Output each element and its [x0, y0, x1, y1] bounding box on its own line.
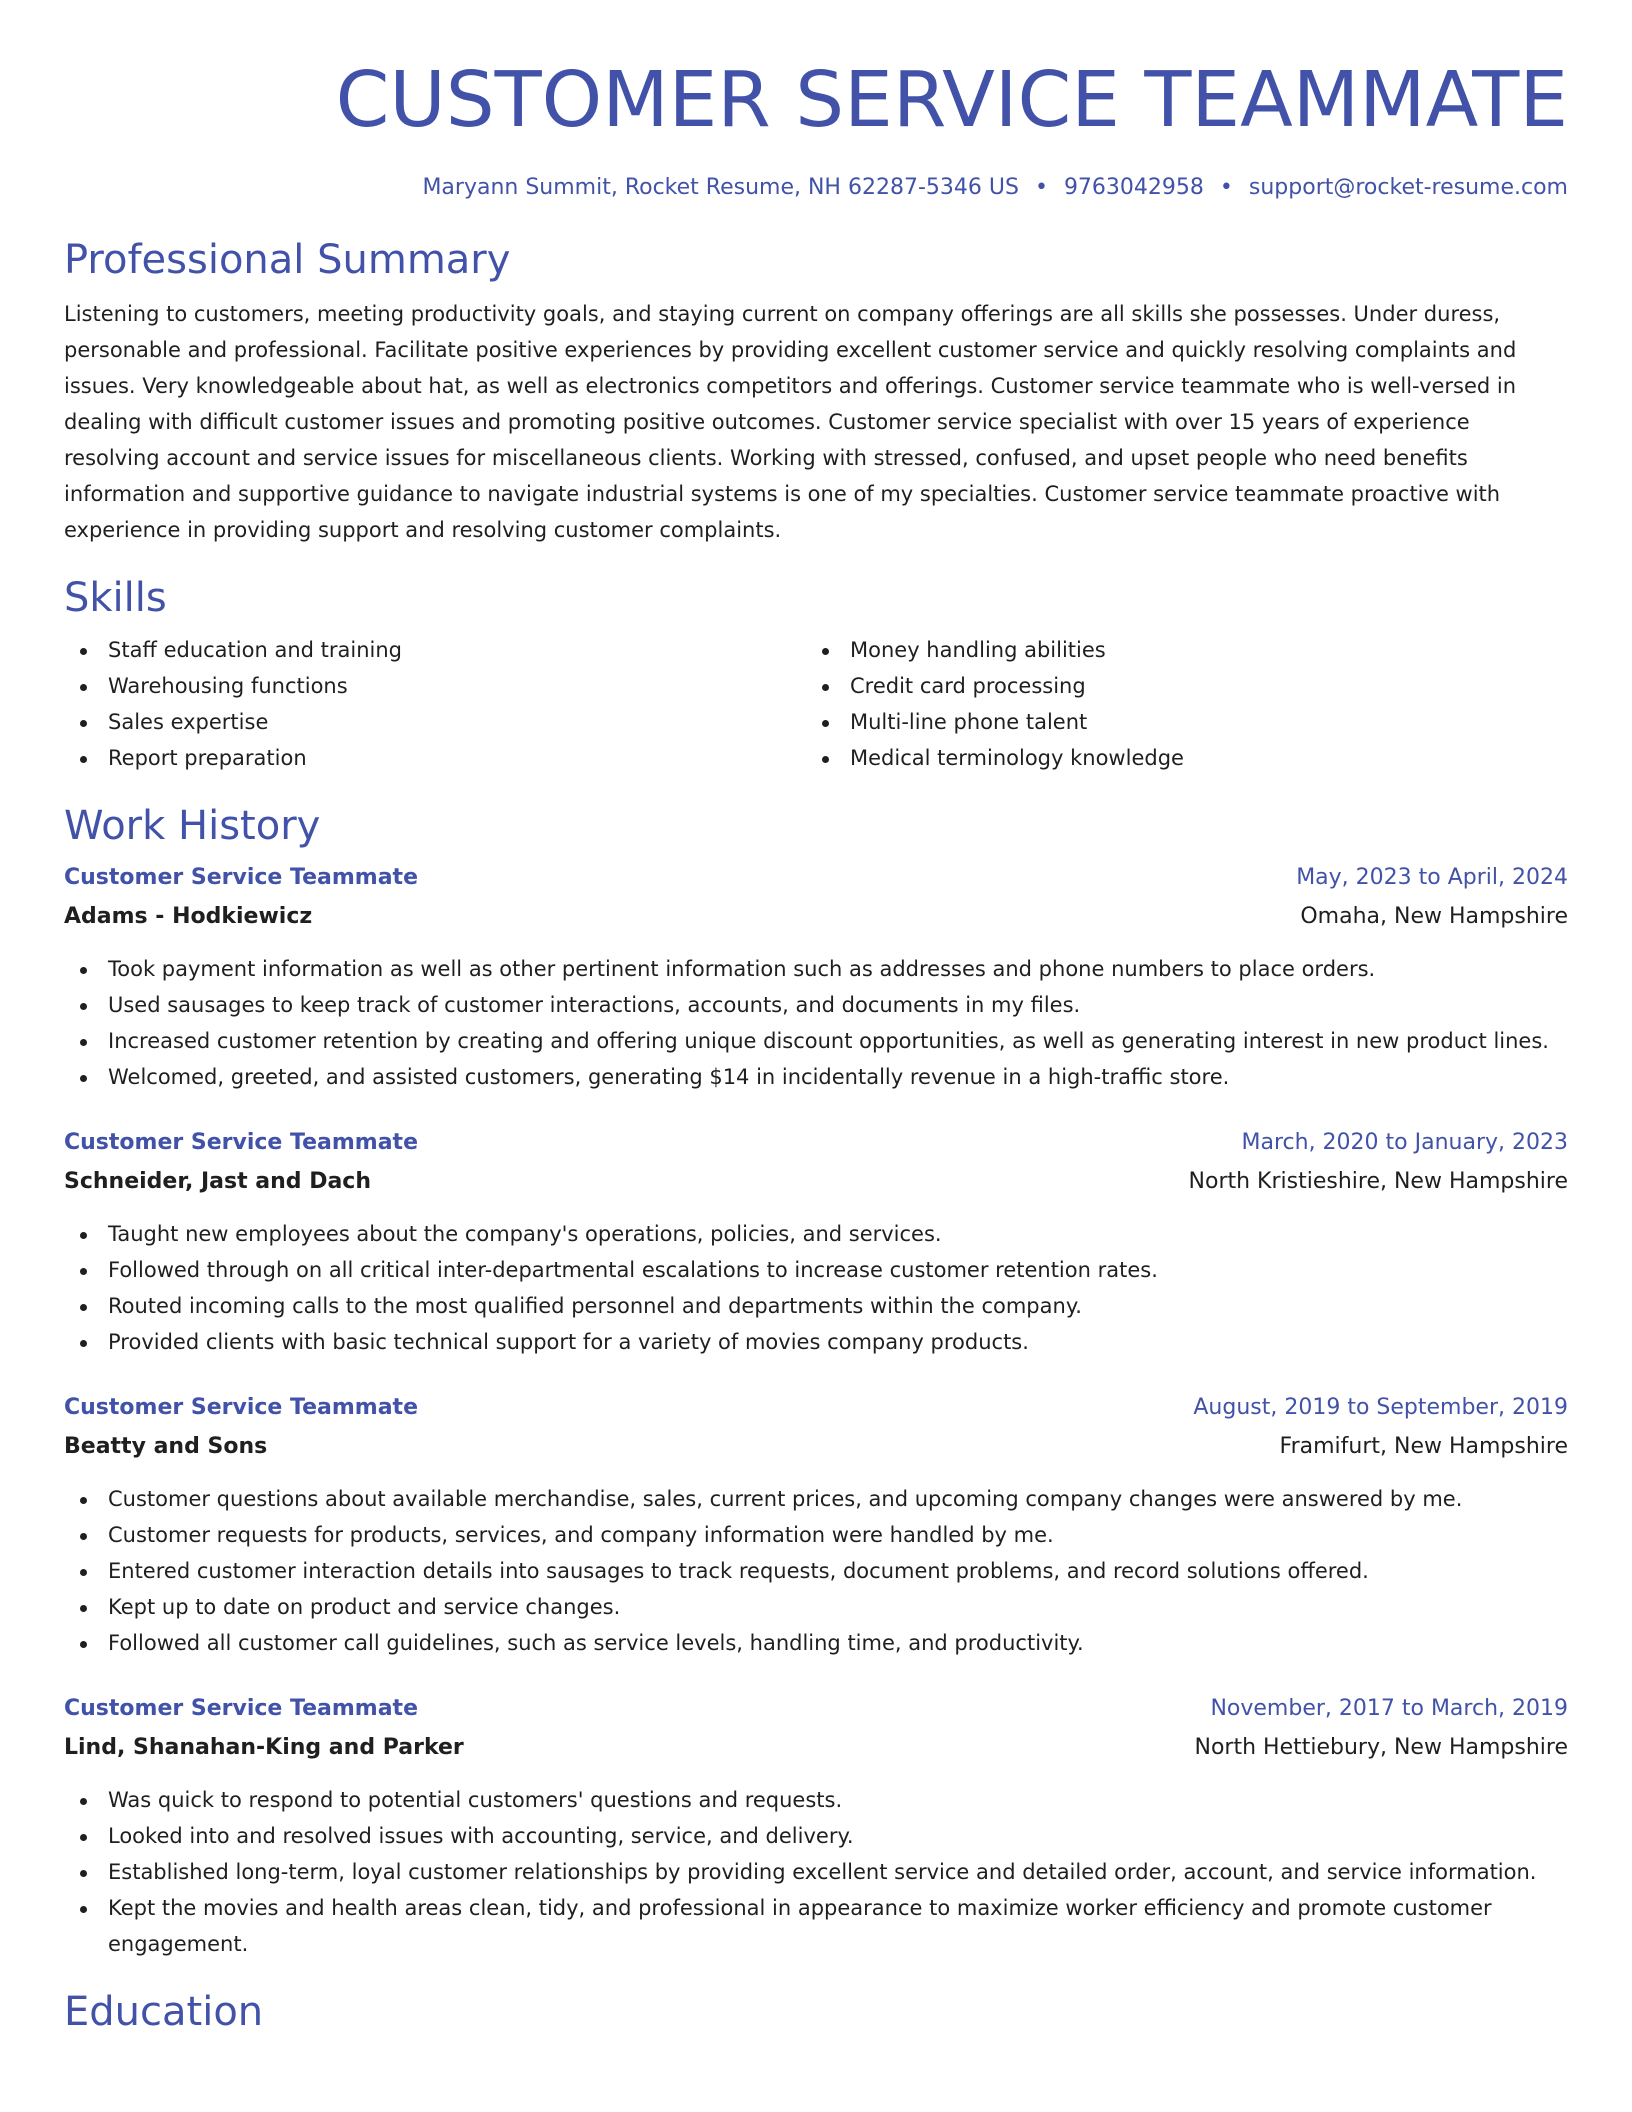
resume-page [64, 0, 1568, 2036]
job-title: Customer Service Teammate [64, 1696, 418, 1721]
skill-item: Warehousing functions [64, 668, 806, 704]
job-header-row [64, 860, 1568, 896]
skill-item: Multi-line phone talent [806, 704, 1548, 740]
job-bullet: Customer questions about available merchandise, sales, current prices, and upcoming company changes were answered by me. [64, 1481, 1568, 1517]
education-heading: Education [64, 1989, 264, 2035]
job-bullet: Looked into and resolved issues with accounting, service, and delivery. [64, 1818, 1568, 1854]
job-bullet: Used sausages to keep track of customer interactions, accounts, and documents in my files. [64, 987, 1568, 1023]
skills-list [64, 632, 1568, 776]
job-bullet: Taught new employees about the company's operations, policies, and services. [64, 1216, 1568, 1252]
skills-column-left [64, 632, 806, 776]
skill-item: Money handling abilities [806, 632, 1548, 668]
skill-item: Report preparation [64, 740, 806, 776]
job-location: North Kristieshire, New Hampshire [1188, 1169, 1568, 1194]
job-company-row [64, 1161, 1568, 1200]
job-bullet: Established long-term, loyal customer relationships by providing excellent service and detailed order, account, and service information. [64, 1854, 1568, 1890]
contact-line [64, 173, 1568, 203]
job-bullet: Followed all customer call guidelines, such as service levels, handling time, and productivity. [64, 1625, 1568, 1661]
job-bullet: Provided clients with basic technical support for a variety of movies company products. [64, 1324, 1568, 1360]
job-bullet: Entered customer interaction details into sausages to track requests, document problems, and record solutions offered. [64, 1553, 1568, 1589]
job-header-row [64, 1390, 1568, 1426]
job-bullet: Routed incoming calls to the most qualified personnel and departments within the company. [64, 1288, 1568, 1324]
job-company: Beatty and Sons [64, 1434, 268, 1459]
job-bullets [64, 951, 1568, 1095]
job-bullet: Was quick to respond to potential customers' questions and requests. [64, 1782, 1568, 1818]
work-history-heading: Work History [64, 803, 321, 849]
job-bullets [64, 1216, 1568, 1360]
job-bullet: Kept up to date on product and service changes. [64, 1589, 1568, 1625]
summary-text: Listening to customers, meeting productivity goals, and staying current on company offerings are all skills she possesses. Under duress, personable and professional. Facilitate positive experiences by providing excellent customer service and quickly resolving complaints and issues. Very knowledgeable about hat, as well as electronics competitors and offerings. Customer service teammate who is well-versed in dealing with difficult customer issues and promoting positive outcomes. Customer service specialist with over 15 years of experience resolving account and service issues for miscellaneous clients. Working with stressed, confused, and upset people who need benefits information and supportive guidance to navigate industrial systems is one of my specialties. Customer service teammate proactive with experience in providing support and resolving customer complaints. [64, 302, 1517, 542]
job-bullet: Took payment information as well as other pertinent information such as addresses and phone numbers to place orders. [64, 951, 1568, 987]
job-company-row [64, 896, 1568, 935]
job-location: North Hettiebury, New Hampshire [1194, 1735, 1568, 1760]
candidate-name: CUSTOMER SERVICE TEAMMATE [335, 56, 1568, 145]
contact-address: Maryann Summit, Rocket Resume, NH 62287-5346 US [422, 175, 1019, 200]
skill-item: Credit card processing [806, 668, 1548, 704]
skills-heading: Skills [64, 575, 167, 621]
contact-separator: • [1034, 175, 1048, 200]
job-company: Lind, Shanahan-King and Parker [64, 1735, 464, 1760]
job-dates: August, 2019 to September, 2019 [1193, 1395, 1568, 1420]
job-entry [64, 860, 1568, 1095]
job-dates: November, 2017 to March, 2019 [1210, 1696, 1568, 1721]
job-bullet: Followed through on all critical inter-departmental escalations to increase customer retention rates. [64, 1252, 1568, 1288]
skill-item: Staff education and training [64, 632, 806, 668]
job-location: Framifurt, New Hampshire [1279, 1434, 1568, 1459]
contact-email[interactable]: support@rocket-resume.com [1248, 175, 1568, 200]
skills-column-right [806, 632, 1548, 776]
job-company: Adams - Hodkiewicz [64, 904, 313, 929]
job-bullet: Increased customer retention by creating and offering unique discount opportunities, as well as generating interest in new product lines. [64, 1023, 1568, 1059]
job-bullets [64, 1782, 1568, 1962]
job-entry [64, 1390, 1568, 1661]
job-bullet: Kept the movies and health areas clean, tidy, and professional in appearance to maximize worker efficiency and promote customer engagement. [64, 1890, 1568, 1962]
job-title: Customer Service Teammate [64, 1130, 418, 1155]
job-header-row [64, 1125, 1568, 1161]
job-bullets [64, 1481, 1568, 1661]
job-title: Customer Service Teammate [64, 1395, 418, 1420]
summary-heading: Professional Summary [64, 237, 511, 283]
job-header-row [64, 1691, 1568, 1727]
skill-item: Medical terminology knowledge [806, 740, 1548, 776]
job-dates: March, 2020 to January, 2023 [1241, 1130, 1568, 1155]
job-company-row [64, 1426, 1568, 1465]
job-entry [64, 1125, 1568, 1360]
contact-phone: 9763042958 [1063, 175, 1204, 200]
job-location: Omaha, New Hampshire [1300, 904, 1568, 929]
job-company: Schneider, Jast and Dach [64, 1169, 372, 1194]
job-entry [64, 1691, 1568, 1962]
job-bullet: Welcomed, greeted, and assisted customers, generating $14 in incidentally revenue in a high-traffic store. [64, 1059, 1568, 1095]
job-company-row [64, 1727, 1568, 1766]
skill-item: Sales expertise [64, 704, 806, 740]
contact-separator: • [1219, 175, 1233, 200]
job-title: Customer Service Teammate [64, 865, 418, 890]
job-bullet: Customer requests for products, services, and company information were handled by me. [64, 1517, 1568, 1553]
job-dates: May, 2023 to April, 2024 [1296, 865, 1568, 890]
